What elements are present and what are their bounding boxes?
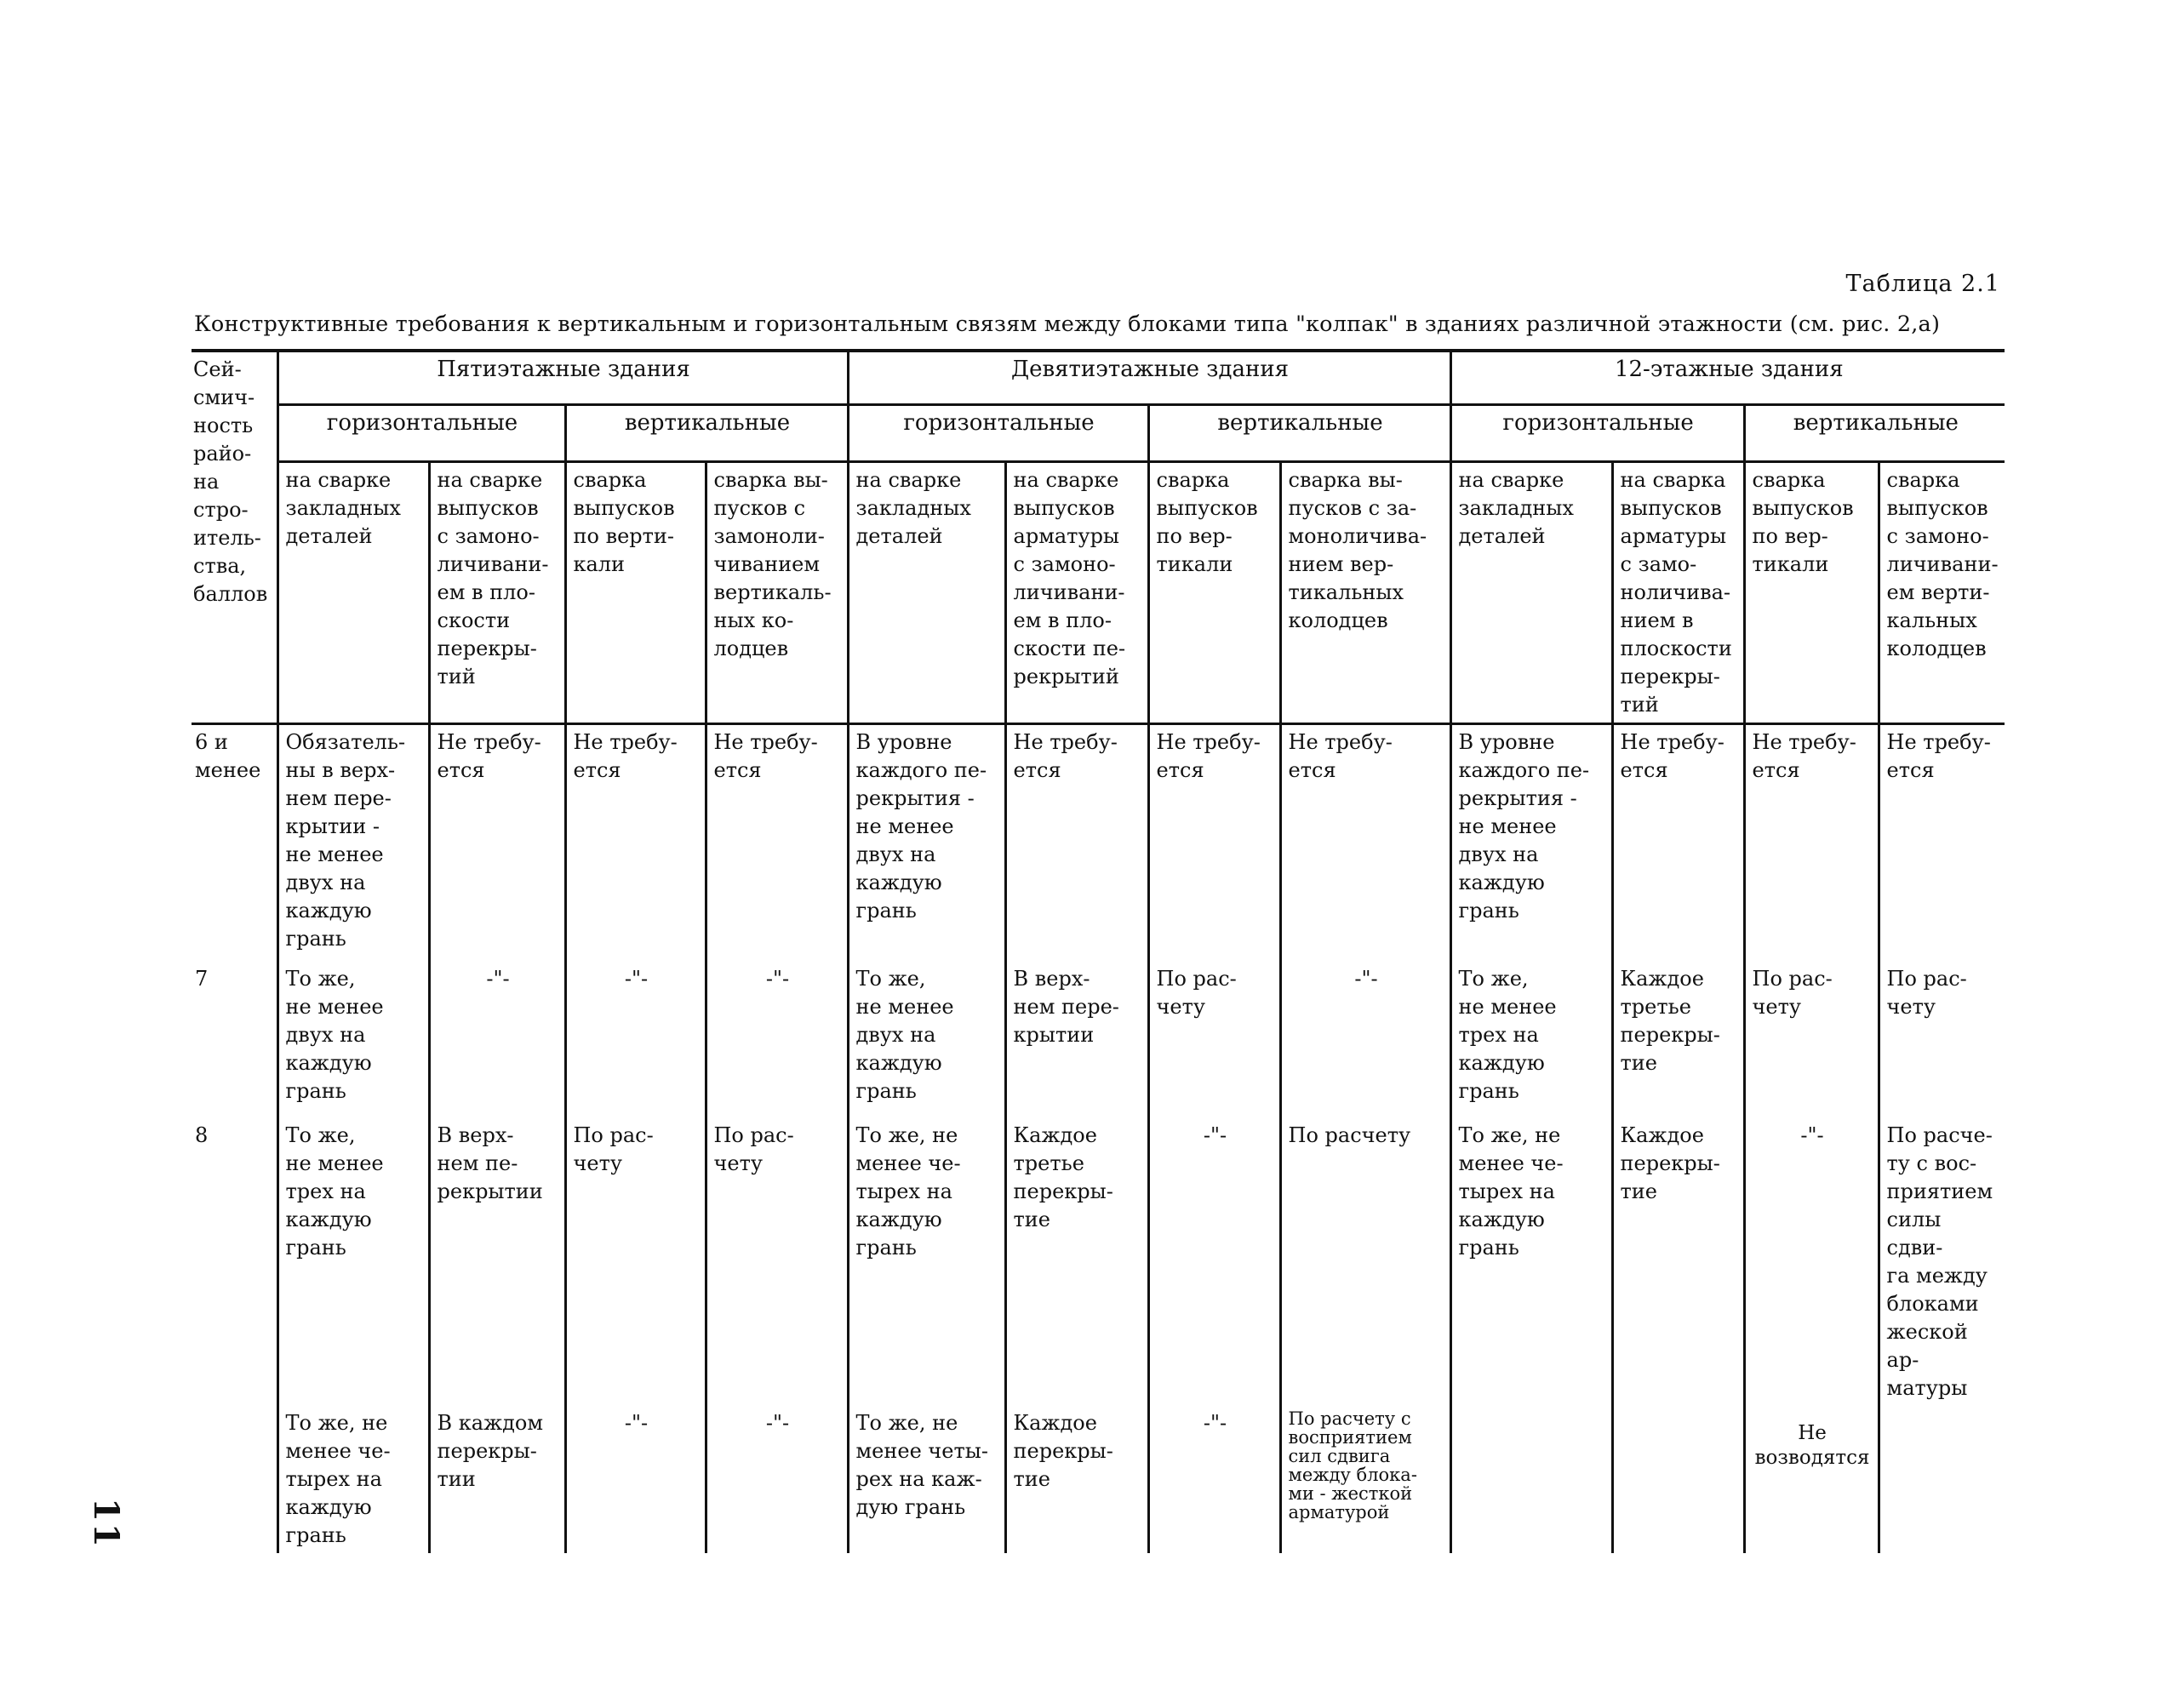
table-cell — [1879, 1406, 2005, 1553]
header-column: сварка выпусков по верти- кали — [565, 462, 706, 724]
table-cell: По рас- чету — [1744, 962, 1879, 1118]
header-subgroup: горизонтальные — [1450, 405, 1744, 462]
table-cell-ditto: -"- — [565, 1406, 706, 1553]
row-label: 6 и менее — [192, 724, 277, 963]
table-cell-ditto: -"- — [429, 962, 565, 1118]
header-subgroup: вертикальные — [1148, 405, 1450, 462]
table-cell: То же, не менее че- тырех на каждую грань — [1450, 1118, 1612, 1406]
table-cell: Не требу- ется — [1879, 724, 2005, 963]
table-number: Таблица 2.1 — [1845, 271, 2000, 297]
table-cell-ditto: -"- — [1744, 1118, 1879, 1406]
table-cell: Обязатель- ны в верх- нем пере- крытии - не менее двух на каждую грань — [277, 724, 429, 963]
header-row-subgroups — [192, 405, 2005, 462]
row-label — [192, 1406, 277, 1553]
page-number: 11 — [86, 1498, 126, 1549]
header-column: сварка вы- пусков с за- моноличива- нием вер- тикальных колодцев — [1280, 462, 1450, 724]
table-cell: Не требу- ется — [1280, 724, 1450, 963]
table-caption: Конструктивные требования к вертикальным и горизонтальным связям между блоками типа "колпак" в зданиях различной этажности (см. рис. 2,а) — [194, 311, 1941, 337]
table-cell: То же, не менее двух на каждую грань — [848, 962, 1005, 1118]
header-column: на сварке выпусков арматуры с замоно- личивани- ем в пло- скости пе- рекрытий — [1005, 462, 1148, 724]
table-cell: То же, не менее трех на каждую грань — [277, 1118, 429, 1406]
header-group-twelve-storey: 12-этажные здания — [1450, 351, 2005, 405]
table-cell — [1450, 1406, 1612, 1553]
table-cell: Не требу- ется — [1744, 724, 1879, 963]
requirements-table — [192, 349, 2005, 1553]
header-column: на сварке закладных деталей — [848, 462, 1005, 724]
row-label: 7 — [195, 967, 209, 991]
table-cell: Не требу- ется — [1148, 724, 1280, 963]
table-row — [192, 1406, 2005, 1553]
table-cell: По расчету — [1280, 1118, 1450, 1406]
table-cell: То же, не менее четы- рех на каж- дую грань — [848, 1406, 1005, 1553]
table-cell-ditto: -"- — [565, 962, 706, 1118]
table-cell-ditto: -"- — [706, 962, 848, 1118]
header-subgroup: горизонтальные — [277, 405, 565, 462]
table-cell: В верх- нем пере- крытии — [1005, 962, 1148, 1118]
table-cell: Не требу- ется — [1005, 724, 1148, 963]
table-cell-ditto: -"- — [1148, 1118, 1280, 1406]
table-cell — [1612, 1406, 1744, 1553]
table-row — [192, 724, 2005, 963]
header-seismicity: Сей- смич- ность райо- на стро- итель- ства, баллов — [192, 351, 277, 724]
table-cell: Не требу- ется — [429, 724, 565, 963]
header-subgroup: вертикальные — [1744, 405, 2005, 462]
header-column: на сварке закладных деталей — [1450, 462, 1612, 724]
table-cell: Каждое перекры- тие — [1005, 1406, 1148, 1553]
table-cell: По рас- чету — [565, 1118, 706, 1406]
table-cell: В уровне каждого пе- рекрытия - не менее двух на каждую грань — [1450, 724, 1612, 963]
header-column: на сварка выпусков арматуры с замо- ноличива- нием в плоскости перекры- тий — [1612, 462, 1744, 724]
header-group-nine-storey: Девятиэтажные здания — [848, 351, 1450, 405]
table-cell: Каждое перекры- тие — [1612, 1118, 1744, 1406]
table-cell: По расче- ту с вос- приятием силы сдви- га между блоками жеской ар- матуры — [1879, 1118, 2005, 1406]
table-cell: То же, не менее че- тырех на каждую грань — [848, 1118, 1005, 1406]
table-cell: Не требу- ется — [706, 724, 848, 963]
table-cell: По рас- чету — [1879, 962, 2005, 1118]
header-column: сварка выпусков с замоно- личивани- ем верти- кальных колодцев — [1879, 462, 2005, 724]
table-cell-ditto: -"- — [1280, 962, 1450, 1118]
table-cell: Не требу- ется — [565, 724, 706, 963]
table-cell: Не требу- ется — [1612, 724, 1744, 963]
table-cell: Каждое третье перекры- тие — [1005, 1118, 1148, 1406]
table-cell: То же, не менее двух на каждую грань — [277, 962, 429, 1118]
table-cell: То же, не менее че- тырех на каждую грань — [277, 1406, 429, 1553]
table-cell: То же, не менее трех на каждую грань — [1450, 962, 1612, 1118]
header-column: на сварке выпусков с замоно- личивани- ем в пло- скости перекры- тий — [429, 462, 565, 724]
row-label: 8 — [195, 1123, 209, 1147]
header-group-five-storey: Пятиэтажные здания — [277, 351, 848, 405]
header-row-groups — [192, 351, 2005, 405]
table-cell: По рас- чету — [1148, 962, 1280, 1118]
header-row-columns — [192, 462, 2005, 724]
table-cell: В верх- нем пе- рекрытии — [429, 1118, 565, 1406]
table-row — [192, 962, 2005, 1118]
header-subgroup: вертикальные — [565, 405, 848, 462]
table-cell: В уровне каждого пе- рекрытия - не менее двух на каждую грань — [848, 724, 1005, 963]
header-column: сварка вы- пусков с замоноли- чиванием вертикаль- ных ко- лодцев — [706, 462, 848, 724]
header-subgroup: горизонтальные — [848, 405, 1148, 462]
header-column: сварка выпусков по вер- тикали — [1148, 462, 1280, 724]
table-cell: По расчету с восприятием сил сдвига между блока- ми - жесткой арматурой — [1280, 1406, 1450, 1553]
table-cell-ditto: -"- — [706, 1406, 848, 1553]
table-cell: По рас- чету — [706, 1118, 848, 1406]
table-row — [192, 1118, 2005, 1406]
table-cell-not-built: Не возводятся — [1744, 1406, 1879, 1553]
table-cell: В каждом перекры- тии — [429, 1406, 565, 1553]
header-column: на сварке закладных деталей — [277, 462, 429, 724]
header-column: сварка выпусков по вер- тикали — [1744, 462, 1879, 724]
table-cell: Каждое третье перекры- тие — [1612, 962, 1744, 1118]
table-cell-ditto: -"- — [1148, 1406, 1280, 1553]
